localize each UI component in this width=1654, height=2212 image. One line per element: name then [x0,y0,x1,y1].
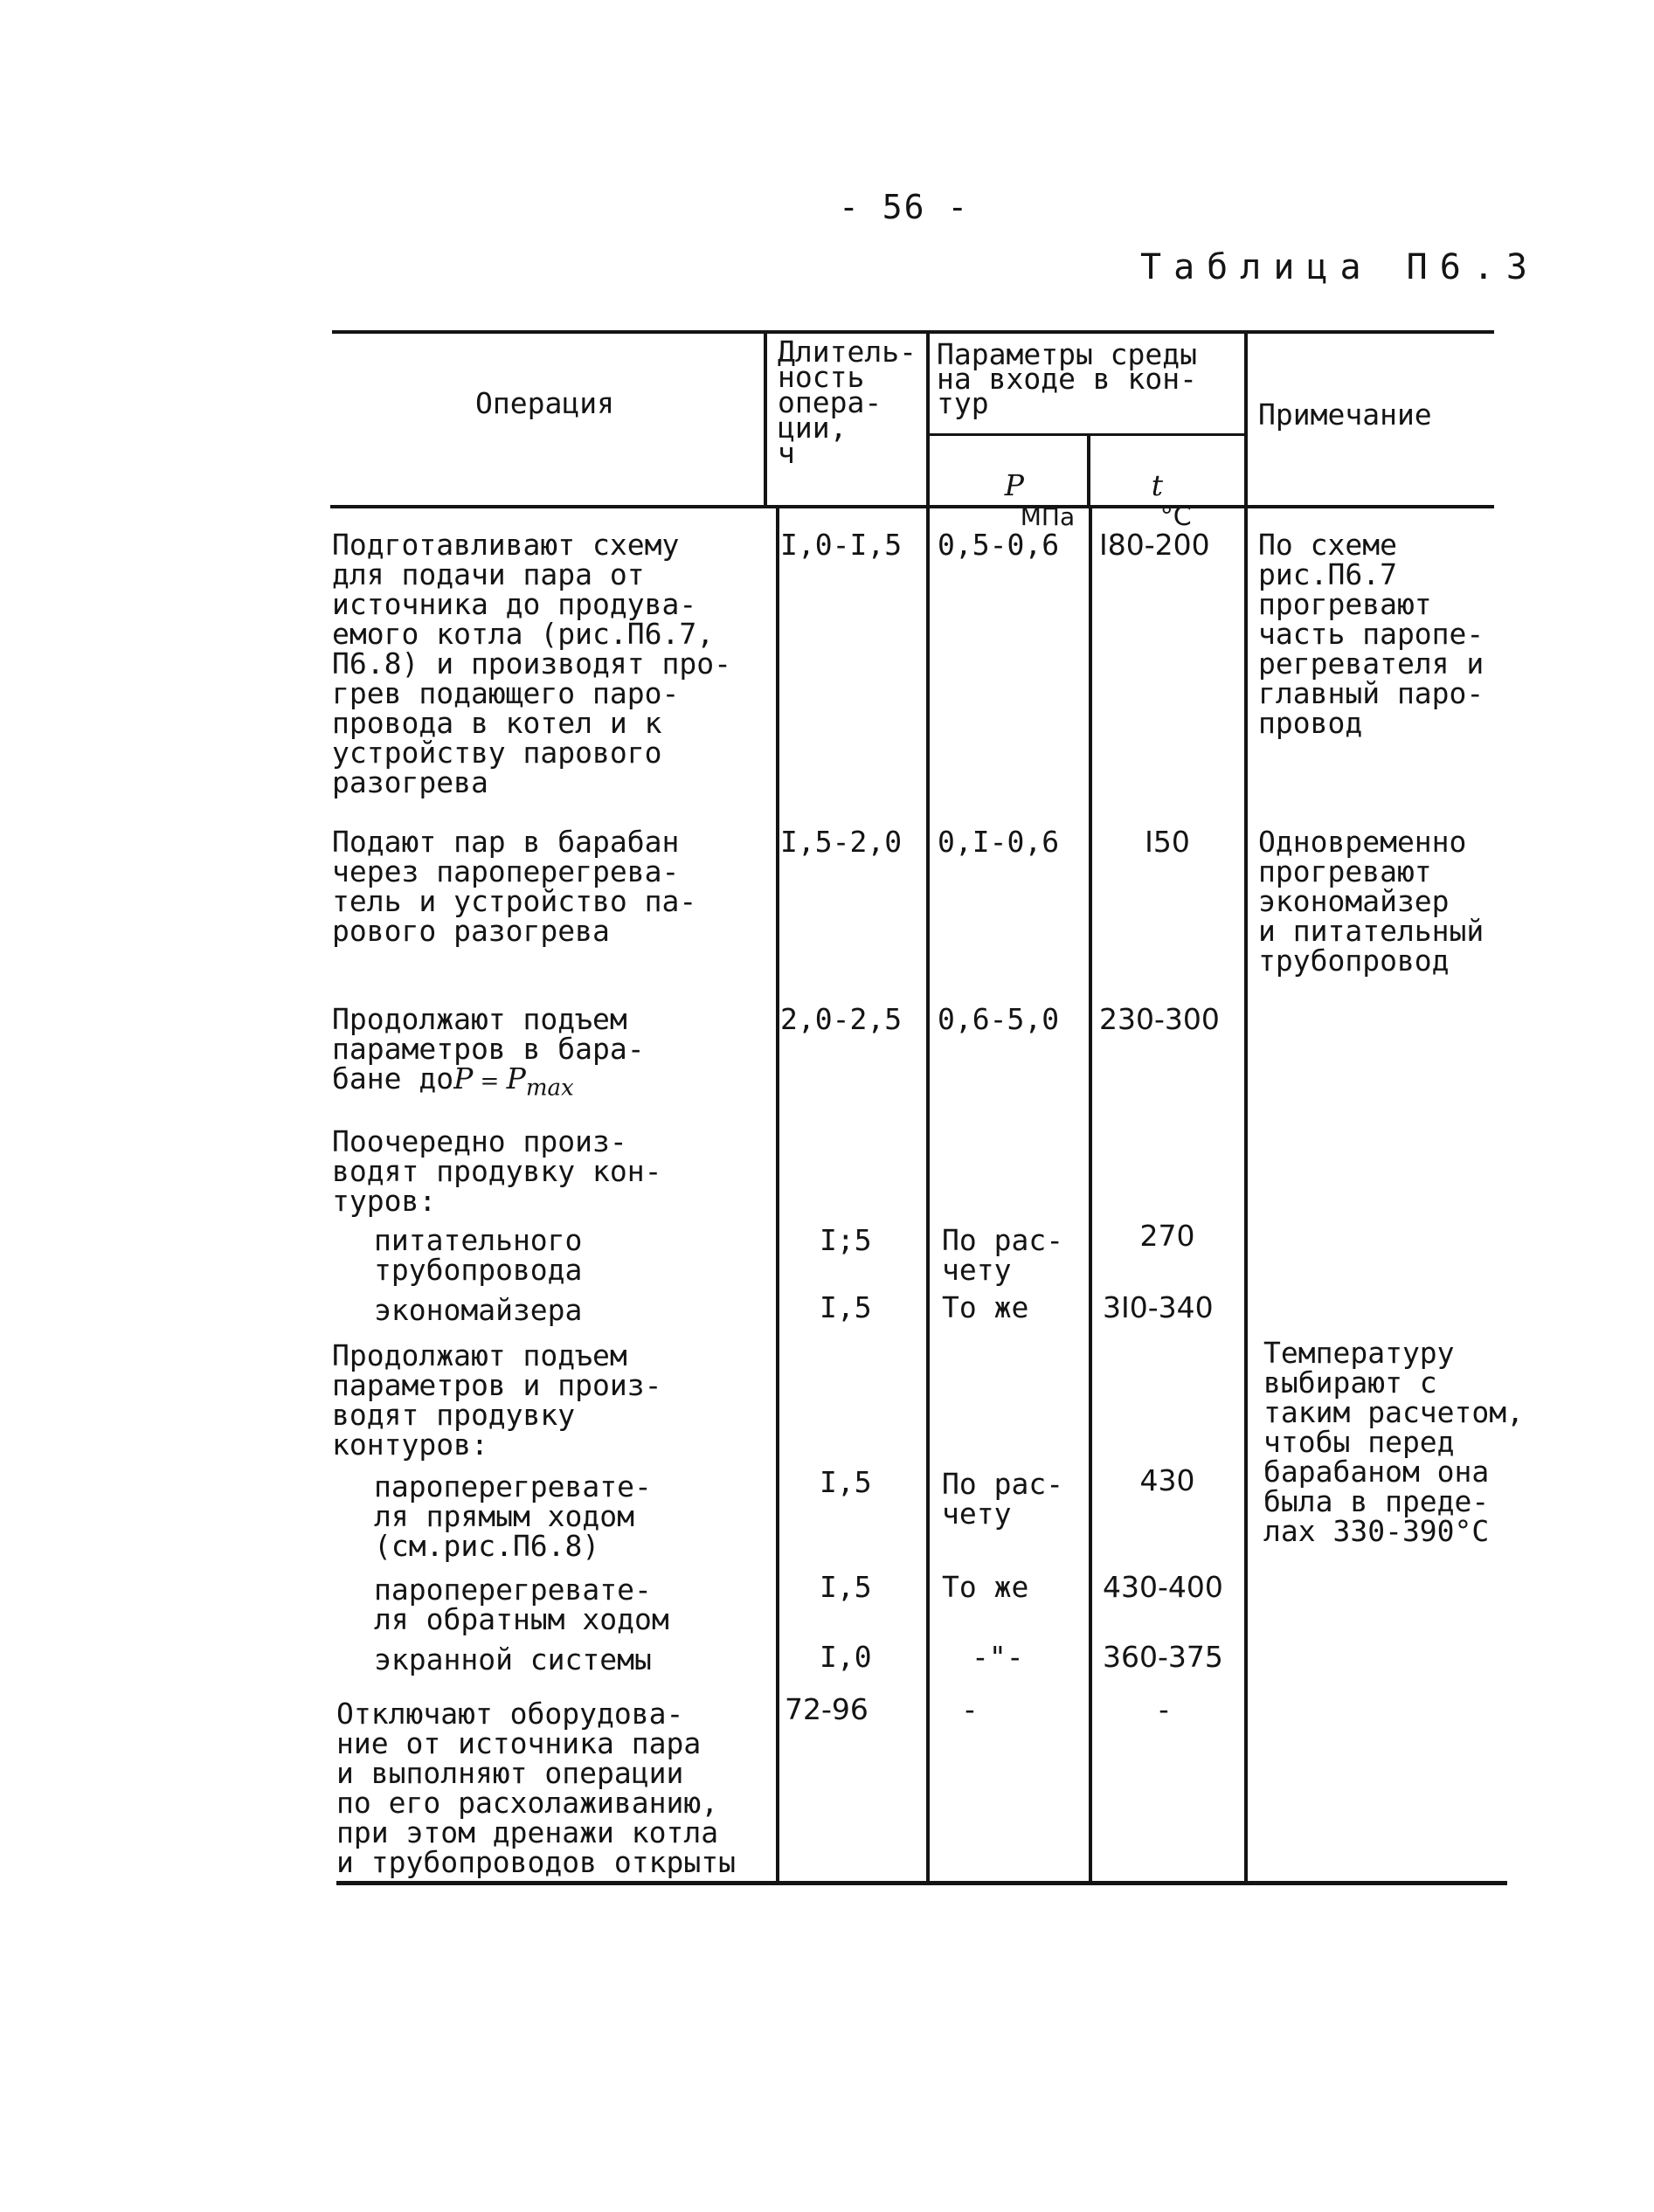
header-bottom-rule [330,505,1494,508]
pressure-unit: МПа [1020,502,1076,531]
row-5-temperature: 270 [1139,1219,1195,1253]
row-6-duration: I,5 [820,1290,872,1324]
row-11-temperature: - [1155,1692,1173,1726]
temperature-symbol: t [1151,468,1164,502]
row-8-operation: пароперегревате- ля прямым ходом (см.рис.П6.8) [374,1469,652,1563]
formula-eq: = [473,1068,507,1095]
column-rule-2 [926,332,930,1883]
row-2-operation: Подают пар в барабан через пароперегрева- тель и устройство па- рового разогрева [332,825,697,948]
page-number: - 56 - [839,188,970,226]
row-6-pressure: То же [942,1290,1029,1324]
row-9-operation: пароперегревате- ля обратным ходом [374,1573,669,1636]
formula-p: P [453,1061,474,1096]
row-3-temperature: 230-300 [1099,1002,1220,1036]
column-rule-1 [764,332,767,507]
row-9-duration: I,5 [820,1570,872,1604]
row-8-temperature: 430 [1139,1463,1195,1497]
row-8-pressure: По рас- чету [942,1467,1064,1531]
formula-pmax: P [506,1061,526,1096]
row-3-operation-text: Продолжают подъем параметров в бара- бане до [332,1002,645,1096]
row-3-operation [332,1002,645,1103]
row-1-duration: I,0-I,5 [780,528,903,562]
formula-max-subscript: max [525,1075,574,1102]
row-9-temperature: 430-400 [1103,1570,1223,1604]
row-3-pressure: 0,6-5,0 [938,1002,1060,1036]
row-11-duration: 72-96 [785,1692,869,1726]
row-5-operation: питательного трубопровода [374,1223,583,1287]
header-temperature [1117,441,1192,532]
row-7-operation: Продолжают подъем параметров и произ- водят продувку контуров: [332,1338,662,1462]
pressure-formula [453,1061,574,1102]
row-2-pressure: 0,I-0,6 [938,825,1060,859]
row-5-duration: I;5 [820,1223,872,1257]
row-1-operation: Подготавливают схему для подачи пара от источника до продува- емого котла (рис.П6.7, П6.8) и производят про- грев подающего паро- провода в котел и к устройству парового разогрева [332,528,731,799]
row-3-duration: 2,0-2,5 [780,1002,903,1036]
header-operation: Операция [475,386,614,420]
column-rule-3 [1087,434,1090,508]
row-2-duration: I,5-2,0 [780,825,903,859]
row-10-pressure: -"- [972,1640,1024,1674]
table-caption: Таблица П6.3 [1140,247,1540,287]
column-rule-1-body [776,507,779,1883]
row-6-temperature: 3I0-340 [1103,1290,1214,1324]
header-pressure [970,441,1075,532]
header-note: Примечание [1258,397,1432,432]
row-10-operation: экранной системы [374,1642,652,1676]
row-4-operation: Поочередно произ- водят продувку кон- туров: [332,1124,662,1218]
temperature-unit: °C [1159,501,1192,532]
table-bottom-rule [336,1881,1507,1885]
column-rule-3-body [1089,507,1092,1883]
row-10-temperature: 360-375 [1103,1640,1223,1674]
row-2-temperature: I50 [1145,825,1190,859]
table-top-rule [332,330,1494,334]
column-rule-4 [1244,332,1248,1883]
header-duration: Длитель- ность опера- ции, ч [778,335,917,470]
row-9-pressure: То же [942,1570,1029,1604]
row-7-note: Температуру выбирают с таким расчетом, чтобы перед барабаном она была в преде- лах 330-390°C [1263,1336,1525,1548]
row-11-operation: Отключают оборудова- ние от источника пара и выполняют операции по его расхолаживанию, при этом дренажи котла и трубопроводов открыты [336,1697,736,1879]
row-2-note: Одновременно прогревают экономайзер и питательный трубопровод [1258,825,1484,978]
pressure-symbol: P [1004,468,1024,502]
row-6-operation: экономайзера [374,1293,583,1327]
row-1-pressure: 0,5-0,6 [938,528,1060,562]
row-5-pressure: По рас- чету [942,1223,1064,1287]
row-11-pressure: - [961,1692,979,1726]
row-1-temperature: I80-200 [1099,528,1210,562]
row-8-duration: I,5 [820,1465,872,1499]
row-10-duration: I,0 [820,1640,872,1674]
header-params: Параметры среды на входе в кон- тур [937,337,1198,420]
row-1-note: По схеме рис.П6.7 прогревают часть паропе- регревателя и главный паро- провод [1258,528,1484,740]
